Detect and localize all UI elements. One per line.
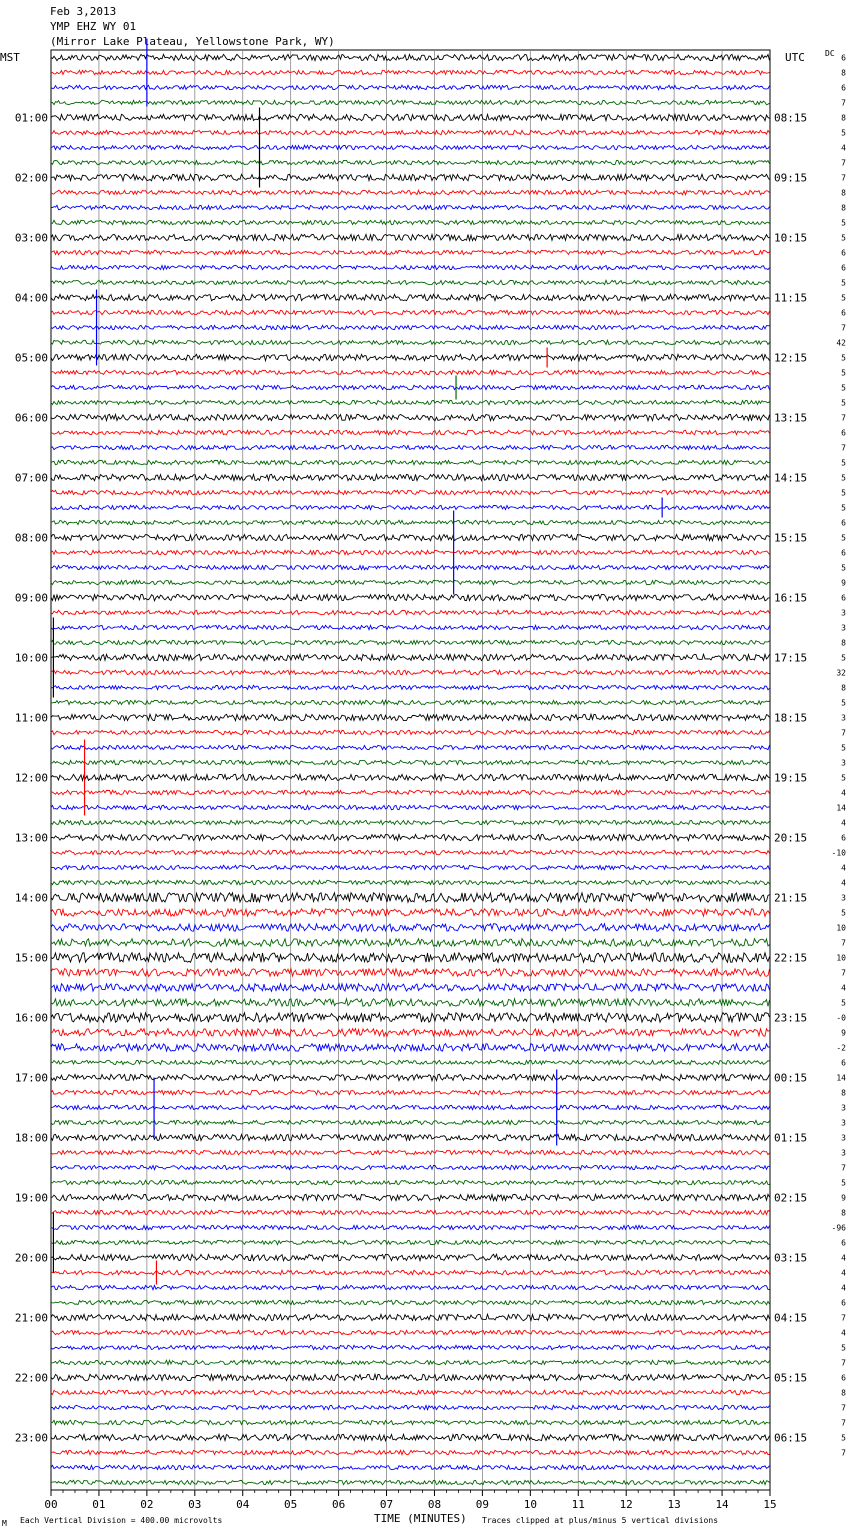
seismic-trace	[51, 760, 770, 764]
utc-hour-label: 20:15	[774, 831, 808, 845]
seismic-trace	[51, 1345, 770, 1349]
mst-hour-label: 04:00	[14, 291, 48, 305]
dc-offset-value: 10	[836, 923, 846, 933]
dc-offset-value: 5	[841, 278, 846, 288]
dc-offset-value: 3	[841, 623, 846, 633]
seismic-trace	[51, 774, 770, 780]
seismic-trace	[51, 325, 770, 329]
seismic-trace	[51, 190, 770, 194]
seismic-trace	[51, 1074, 770, 1080]
seismic-trace	[51, 969, 770, 977]
mst-hour-label: 11:00	[14, 711, 48, 725]
dc-offset-value: 6	[841, 548, 846, 558]
dc-offset-value: 5	[841, 998, 846, 1008]
mst-hour-label: 21:00	[14, 1311, 48, 1325]
seismic-trace	[51, 160, 770, 164]
seismic-trace	[51, 1254, 770, 1260]
dc-offset-value: -0	[836, 1013, 846, 1023]
seismic-trace	[51, 354, 770, 360]
dc-offset-value: 6	[841, 518, 846, 528]
seismic-trace	[51, 265, 770, 269]
seismic-trace	[51, 625, 770, 629]
utc-hour-label: 12:15	[774, 351, 808, 365]
dc-offset-value: 6	[841, 83, 846, 93]
x-tick-label: 00	[44, 1498, 58, 1511]
dc-offset-value: -10	[831, 848, 846, 858]
dc-offset-value: 5	[841, 773, 846, 783]
dc-offset-value: 4	[841, 1268, 846, 1278]
seismic-trace	[51, 1434, 770, 1440]
dc-offset-value: 42	[836, 338, 846, 348]
seismic-trace	[51, 565, 770, 569]
scale-note: Each Vertical Division = 400.00 microvolts	[20, 1516, 223, 1525]
seismic-trace	[51, 1060, 770, 1064]
dc-offset-value: 3	[841, 893, 846, 903]
mst-hour-label: 03:00	[14, 231, 48, 245]
dc-offset-value: -2	[836, 1043, 846, 1053]
dc-offset-value: 3	[841, 758, 846, 768]
dc-offset-value: 7	[841, 1313, 846, 1323]
seismic-trace	[51, 909, 770, 917]
dc-offset-value: 6	[841, 263, 846, 273]
seismic-trace	[51, 850, 770, 854]
seismic-trace	[51, 534, 770, 540]
dc-offset-value: 10	[836, 953, 846, 963]
dc-header: DC	[825, 49, 835, 58]
dc-offset-value: 6	[841, 428, 846, 438]
mst-hour-label: 22:00	[14, 1371, 48, 1385]
x-tick-label: 12	[619, 1498, 633, 1511]
mst-hour-label: 14:00	[14, 891, 48, 905]
seismic-trace	[51, 294, 770, 300]
dc-offset-value: 7	[841, 443, 846, 453]
seismic-trace	[51, 1180, 770, 1184]
dc-offset-value: 7	[841, 173, 846, 183]
seismic-trace	[51, 430, 770, 434]
utc-hour-label: 04:15	[774, 1311, 808, 1325]
utc-hour-label: 16:15	[774, 591, 808, 605]
utc-hour-label: 15:15	[774, 531, 808, 545]
x-tick-label: 09	[475, 1498, 490, 1511]
seismic-trace	[51, 70, 770, 74]
seismic-trace	[51, 893, 770, 903]
x-tick-label: 05	[284, 1498, 298, 1511]
seismic-trace	[51, 1450, 770, 1454]
dc-offset-value: 8	[841, 68, 846, 78]
dc-offset-value: 7	[841, 323, 846, 333]
seismic-trace	[51, 54, 770, 60]
dc-offset-value: 7	[841, 1163, 846, 1173]
dc-offset-value: 6	[841, 308, 846, 318]
dc-offset-value: -96	[831, 1223, 846, 1233]
mst-hour-label: 20:00	[14, 1251, 48, 1265]
dc-offset-value: 5	[841, 383, 846, 393]
seismic-trace	[51, 1480, 770, 1484]
utc-hour-label: 13:15	[774, 411, 808, 425]
seismic-trace	[51, 460, 770, 464]
seismic-trace	[51, 385, 770, 389]
dc-offset-value: 9	[841, 1028, 846, 1038]
left-axis-title: MST	[0, 51, 20, 64]
seismic-trace	[51, 1360, 770, 1364]
utc-hour-label: 14:15	[774, 471, 808, 485]
seismic-trace	[51, 1105, 770, 1109]
dc-offset-value: 4	[841, 878, 846, 888]
seismic-trace	[51, 205, 770, 209]
mst-hour-label: 02:00	[14, 171, 48, 185]
seismic-trace	[51, 1013, 770, 1023]
dc-offset-value: 4	[841, 788, 846, 798]
utc-hour-label: 00:15	[774, 1071, 808, 1085]
x-tick-label: 15	[763, 1498, 777, 1511]
mst-hour-label: 19:00	[14, 1191, 48, 1205]
seismic-trace	[51, 654, 770, 660]
dc-offset-value: 5	[841, 563, 846, 573]
utc-hour-label: 19:15	[774, 771, 808, 785]
dc-offset-value: 4	[841, 1283, 846, 1293]
seismic-trace	[51, 1300, 770, 1304]
dc-offset-value: 5	[841, 368, 846, 378]
utc-hour-label: 06:15	[774, 1431, 808, 1445]
mst-hour-label: 13:00	[14, 831, 48, 845]
dc-offset-value: 7	[841, 938, 846, 948]
dc-offset-value: 3	[841, 608, 846, 618]
seismic-trace	[51, 1405, 770, 1409]
mst-hour-label: 05:00	[14, 351, 48, 365]
utc-hour-label: 17:15	[774, 651, 808, 665]
dc-offset-value: 7	[841, 1358, 846, 1368]
seismic-trace	[51, 1150, 770, 1154]
seismic-trace	[51, 1314, 770, 1320]
seismic-trace	[51, 400, 770, 404]
plot-date: Feb 3,2013	[50, 5, 117, 18]
dc-offset-value: 3	[841, 1148, 846, 1158]
x-tick-label: 07	[379, 1498, 394, 1511]
dc-offset-value: 7	[841, 413, 846, 423]
dc-offset-value: 6	[841, 1238, 846, 1248]
seismic-trace	[51, 130, 770, 134]
dc-offset-value: 8	[841, 1088, 846, 1098]
seismic-trace	[51, 1134, 770, 1140]
dc-offset-value: 7	[841, 1448, 846, 1458]
station-code: YMP EHZ WY 01	[50, 20, 137, 33]
seismic-trace	[51, 1120, 770, 1124]
seismic-trace	[51, 1374, 770, 1380]
dc-offset-value: 14	[836, 803, 846, 813]
seismic-trace	[51, 805, 770, 809]
seismic-trace	[51, 280, 770, 284]
mst-hour-label: 06:00	[14, 411, 48, 425]
seismic-trace	[51, 580, 770, 584]
utc-hour-label: 18:15	[774, 711, 808, 725]
utc-hour-label: 01:15	[774, 1131, 808, 1145]
dc-offset-value: 5	[841, 1433, 846, 1443]
dc-offset-value: 4	[841, 818, 846, 828]
utc-hour-label: 11:15	[774, 291, 808, 305]
utc-hour-label: 05:15	[774, 1371, 808, 1385]
seismic-trace	[51, 220, 770, 224]
mst-hour-label: 12:00	[14, 771, 48, 785]
seismic-trace	[51, 114, 770, 120]
x-tick-label: 03	[188, 1498, 202, 1511]
mst-hour-label: 09:00	[14, 591, 48, 605]
dc-offset-value: 7	[841, 158, 846, 168]
dc-offset-value: 6	[841, 248, 846, 258]
seismic-trace	[51, 340, 770, 344]
seismic-trace	[51, 174, 770, 180]
dc-offset-value: 8	[841, 1388, 846, 1398]
dc-offset-value: 4	[841, 1328, 846, 1338]
seismic-trace	[51, 100, 770, 104]
dc-offset-value: 7	[841, 1418, 846, 1428]
seismic-trace	[51, 474, 770, 480]
utc-hour-label: 10:15	[774, 231, 808, 245]
mst-hour-label: 07:00	[14, 471, 48, 485]
dc-offset-value: 7	[841, 1403, 846, 1413]
mst-hour-label: 10:00	[14, 651, 48, 665]
seismic-trace	[51, 1225, 770, 1229]
mst-hour-label: 08:00	[14, 531, 48, 545]
dc-offset-value: 6	[841, 833, 846, 843]
seismic-trace	[51, 370, 770, 374]
dc-offset-value: 3	[841, 1103, 846, 1113]
dc-offset-value: 5	[841, 218, 846, 228]
seismic-trace	[51, 640, 770, 644]
plot-frame	[51, 50, 770, 1490]
dc-offset-value: 14	[836, 1073, 846, 1083]
x-tick-label: 11	[571, 1498, 585, 1511]
station-location: (Mirror Lake Plateau, Yellowstone Park, WY)	[50, 35, 335, 48]
seismic-trace	[51, 1420, 770, 1424]
dc-offset-value: 6	[841, 1373, 846, 1383]
x-tick-label: 04	[236, 1498, 250, 1511]
seismic-trace	[51, 700, 770, 704]
dc-offset-value: 5	[841, 1343, 846, 1353]
seismic-trace	[51, 1044, 770, 1052]
seismic-trace	[51, 670, 770, 674]
seismic-trace	[51, 145, 770, 149]
x-tick-label: 14	[715, 1498, 729, 1511]
seismic-trace	[51, 1270, 770, 1274]
seismic-trace	[51, 1165, 770, 1169]
mst-hour-label: 18:00	[14, 1131, 48, 1145]
seismic-trace	[51, 85, 770, 89]
utc-hour-label: 02:15	[774, 1191, 808, 1205]
x-tick-label: 01	[92, 1498, 106, 1511]
seismic-trace	[51, 1330, 770, 1334]
dc-offset-value: 8	[841, 203, 846, 213]
seismic-trace	[51, 1090, 770, 1094]
dc-offset-value: 8	[841, 188, 846, 198]
seismic-trace	[51, 984, 770, 992]
seismic-trace	[51, 1465, 770, 1469]
seismic-trace	[51, 880, 770, 884]
seismic-trace	[51, 714, 770, 720]
dc-offset-value: 5	[841, 293, 846, 303]
seismic-trace	[51, 1210, 770, 1214]
dc-offset-value: 7	[841, 728, 846, 738]
dc-offset-value: 5	[841, 488, 846, 498]
dc-offset-value: 6	[841, 53, 846, 63]
mst-hour-label: 15:00	[14, 951, 48, 965]
utc-hour-label: 08:15	[774, 111, 808, 125]
clip-note: Traces clipped at plus/minus 5 vertical divisions	[482, 1516, 719, 1525]
dc-offset-value: 7	[841, 98, 846, 108]
seismic-trace	[51, 865, 770, 869]
seismic-trace	[51, 1390, 770, 1394]
dc-offset-value: 8	[841, 113, 846, 123]
utc-hour-label: 22:15	[774, 951, 808, 965]
seismic-trace	[51, 745, 770, 749]
dc-offset-value: 32	[836, 668, 846, 678]
seismic-trace	[51, 685, 770, 689]
seismic-trace	[51, 1285, 770, 1289]
mst-hour-label: 01:00	[14, 111, 48, 125]
dc-offset-value: 3	[841, 713, 846, 723]
dc-offset-value: 8	[841, 638, 846, 648]
seismic-trace	[51, 999, 770, 1007]
seismic-trace	[51, 610, 770, 614]
seismic-trace	[51, 1029, 770, 1037]
utc-hour-label: 09:15	[774, 171, 808, 185]
seismic-trace	[51, 1240, 770, 1244]
dc-offset-value: 9	[841, 1193, 846, 1203]
seismic-trace	[51, 834, 770, 840]
dc-offset-value: 5	[841, 233, 846, 243]
utc-hour-label: 23:15	[774, 1011, 808, 1025]
dc-offset-value: 6	[841, 1298, 846, 1308]
seismic-trace	[51, 490, 770, 494]
dc-offset-value: 8	[841, 683, 846, 693]
x-tick-label: 02	[140, 1498, 154, 1511]
dc-offset-value: 5	[841, 473, 846, 483]
seismic-trace	[51, 1194, 770, 1200]
x-tick-label: 08	[427, 1498, 442, 1511]
dc-offset-value: 5	[841, 533, 846, 543]
seismic-trace	[51, 730, 770, 734]
dc-offset-value: 4	[841, 863, 846, 873]
dc-offset-value: 7	[841, 968, 846, 978]
dc-offset-value: 5	[841, 458, 846, 468]
dc-offset-value: 3	[841, 1118, 846, 1128]
utc-hour-label: 21:15	[774, 891, 808, 905]
dc-offset-value: 5	[841, 353, 846, 363]
seismic-trace	[51, 414, 770, 420]
mst-hour-label: 16:00	[14, 1011, 48, 1025]
corner-mark: M	[2, 1519, 7, 1528]
seismic-trace	[51, 234, 770, 240]
x-axis-label: TIME (MINUTES)	[374, 1512, 467, 1525]
x-tick-label: 10	[523, 1498, 537, 1511]
dc-offset-value: 5	[841, 1178, 846, 1188]
dc-offset-value: 5	[841, 743, 846, 753]
dc-offset-value: 3	[841, 1133, 846, 1143]
dc-offset-value: 5	[841, 653, 846, 663]
x-tick-label: 06	[331, 1498, 346, 1511]
dc-offset-value: 5	[841, 503, 846, 513]
dc-offset-value: 4	[841, 143, 846, 153]
dc-offset-value: 5	[841, 908, 846, 918]
dc-offset-value: 5	[841, 128, 846, 138]
dc-offset-value: 4	[841, 983, 846, 993]
seismic-trace	[51, 520, 770, 524]
seismic-trace	[51, 250, 770, 254]
dc-offset-value: 5	[841, 398, 846, 408]
mst-hour-label: 17:00	[14, 1071, 48, 1085]
dc-offset-value: 5	[841, 698, 846, 708]
seismic-trace	[51, 445, 770, 449]
dc-offset-value: 9	[841, 578, 846, 588]
dc-offset-value: 6	[841, 593, 846, 603]
seismic-trace	[51, 790, 770, 794]
dc-offset-value: 4	[841, 1253, 846, 1263]
dc-offset-value: 6	[841, 1058, 846, 1068]
seismic-trace	[51, 939, 770, 947]
seismic-trace	[51, 924, 770, 932]
utc-hour-label: 03:15	[774, 1251, 808, 1265]
seismic-trace	[51, 550, 770, 554]
seismic-trace	[51, 820, 770, 824]
mst-hour-label: 23:00	[14, 1431, 48, 1445]
seismic-trace	[51, 953, 770, 963]
seismic-trace	[51, 594, 770, 600]
x-tick-label: 13	[667, 1498, 681, 1511]
right-axis-title: UTC	[785, 51, 805, 64]
dc-offset-value: 8	[841, 1208, 846, 1218]
seismic-trace	[51, 310, 770, 314]
